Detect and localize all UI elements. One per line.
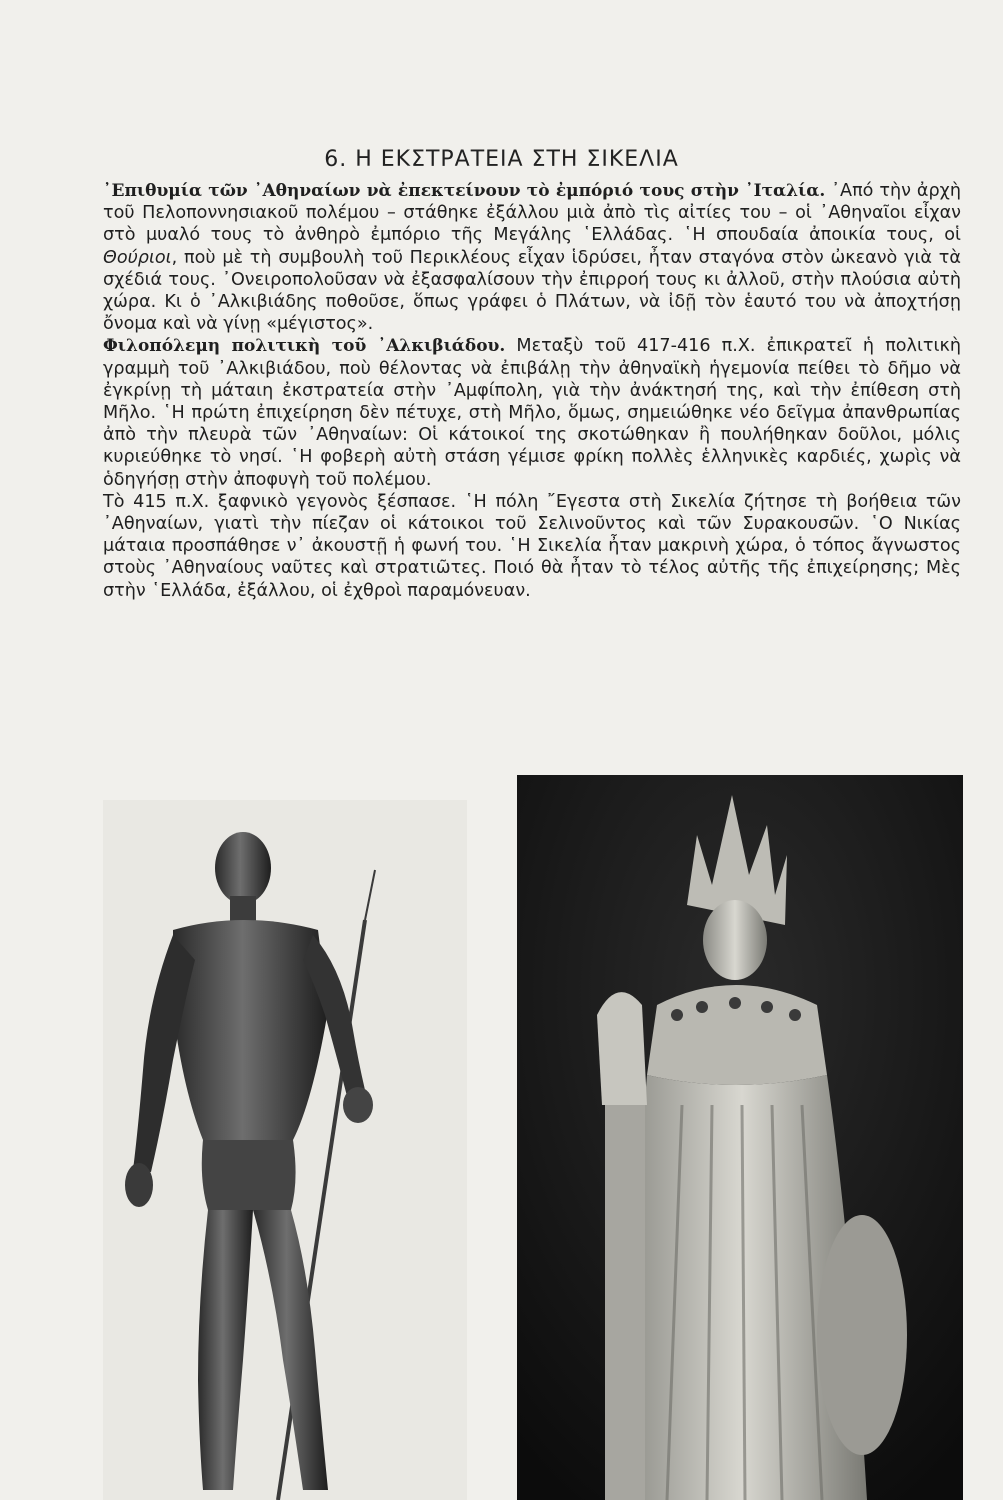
paragraph-text: Μεταξὺ τοῦ 417-416 π.Χ. ἐπικρατεῖ ἡ πολιτικὴ γραμμὴ τοῦ ᾿Αλκιβιάδου, ποὺ θέλοντας νὰ ἐπιβάλῃ τὴν ἀθηναϊκὴ ἡγεμονία πείθει τὸ δῆμο νὰ ἐγκρίνῃ τὴ μάταιη ἐκστρατεία στὴν ᾿Αμφίπολη, γιὰ τὴν ἀνάκτησή της, καὶ τὴν ἐπίθεση στὴ Μῆλο. ῾Η πρώτη ἐπιχείρηση δὲν πέτυχε, στὴ Μῆλο, ὅμως, σημειώθηκε νέο δεῖγμα ἀπανθρωπίας ἀπὸ τὴν πλευρὰ τῶν ᾿Αθηναίων: Οἱ κάτοικοί της σκοτώθηκαν ἢ πουλήθηκαν δοῦλοι, μόλις κυριεύθηκε τὸ νησί. ῾Η φοβερὴ αὐτὴ στάση γέμισε φρίκη πολλὲς ἑλληνικὲς καρδιές, χωρὶς νὰ ὁδηγήσῃ στὴν ἀποφυγὴ τοῦ πολέμου. <box>103 336 961 490</box>
emphasized-term: Θούριοι <box>103 247 172 268</box>
section-heading-trade: ᾿Επιθυμία τῶν ᾿Αθηναίων νὰ ἐπεκτείνουν τὸ ἐμπόριό τους στὴν ᾿Ιταλία. <box>103 181 826 201</box>
bronze-statue-image <box>103 800 467 1500</box>
paragraph-alcibiades-policy <box>103 335 961 490</box>
statue-photo-left <box>103 800 467 1500</box>
paragraph-text: , ποὺ μὲ τὴ συμβουλὴ τοῦ Περικλέους εἶχαν ἱδρύσει, ἦταν σταγόνα στὸν ὠκεανὸ γιὰ τὰ σχέδιά τους. ᾿Ονειροπολοῦσαν νὰ ἐξασφαλίσουν τὴν ἐπιρροή τους κι ἀλλοῦ, στὴν πλούσια αὐτὴ χώρα. Κι ὁ ᾿Αλκιβιάδης ποθοῦσε, ὅπως γράφει ὁ Πλάτων, νὰ ἰδῇ τὸν ἑαυτό του νὰ ἀποχτήσῃ ὄνομα καὶ νὰ γίνῃ «μέγιστος». <box>103 247 961 335</box>
paragraph-trade-ambitions <box>103 180 961 335</box>
chapter-title: 6. Η ΕΚΣΤΡΑΤΕΙΑ ΣΤΗ ΣΙΚΕΛΙΑ <box>324 147 679 172</box>
paragraph-text: ᾿Από τὴν ἀρχὴ τοῦ Πελοποννησιακοῦ πολέμου – στάθηκε ἐξάλλου μιὰ ἀπὸ τὶς αἰτίες του – οἱ ᾿Αθηναῖοι εἶχαν στὸ μυαλό τους τὸ ἀνθηρὸ ἐμπόριο τῆς Μεγάλης ῾Ελλάδας. ῾Η σπουδαία ἀποικία τους, οἱ <box>103 181 961 246</box>
paragraph-egesta <box>103 491 961 602</box>
body-text <box>103 180 961 602</box>
statue-photo-right <box>517 775 963 1500</box>
section-heading-policy: Φιλοπόλεμη πολιτικὴ τοῦ ᾿Αλκιβιάδου. <box>103 336 506 357</box>
athena-statue-image <box>517 775 963 1500</box>
paragraph-text: Τὸ 415 π.Χ. ξαφνικὸ γεγονὸς ξέσπασε. ῾Η πόλη ῎Εγεστα στὴ Σικελία ζήτησε τὴ βοήθεια τῶν ᾿Αθηναίων, γιατὶ τὴν πίεζαν οἱ κάτοικοι τοῦ Σελινοῦντος καὶ τῶν Συρακουσῶν. ῾Ο Νικίας μάταια προσπάθησε ν᾿ ἀκουστῇ ἡ φωνή του. ῾Η Σικελία ἦταν μακρινὴ χώρα, ὁ τόπος ἄγνωστος στοὺς ᾿Αθηναίους ναῦτες καὶ στρατιῶτες. Ποιό θὰ ἦταν τὸ τέλος αὐτῆς τῆς ἐπιχείρησης; Μὲς στὴν ῾Ελλάδα, ἐξάλλου, οἱ ἐχθροὶ παραμόνευαν. <box>103 491 961 601</box>
